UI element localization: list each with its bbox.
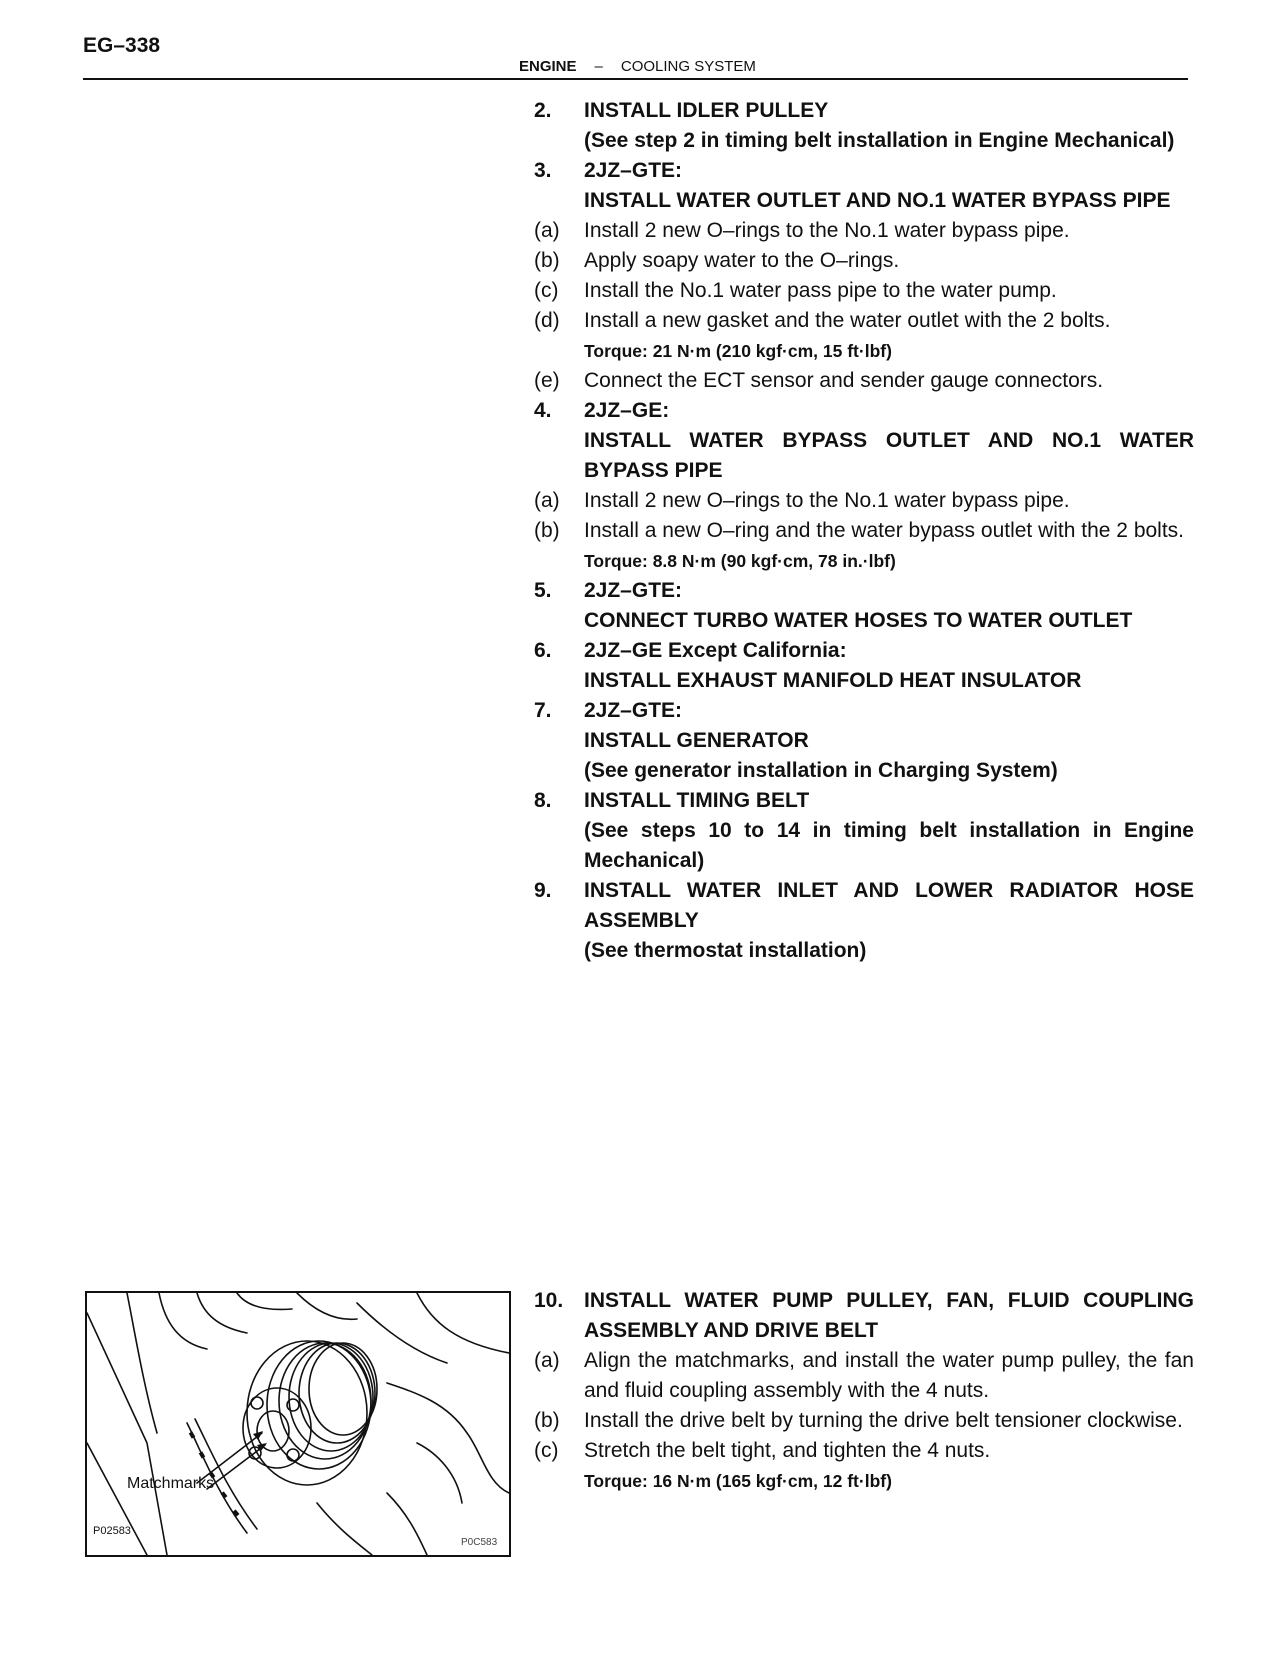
step-title: CONNECT TURBO WATER HOSES TO WATER OUTLET (584, 609, 1133, 632)
step-title: INSTALL TIMING BELT (584, 789, 810, 812)
substep-10a (534, 1346, 1194, 1406)
step-number: 5. (534, 579, 552, 602)
substep-3a (534, 216, 1194, 246)
substep-3e (534, 366, 1194, 396)
step-number: 6. (534, 639, 552, 662)
step-8 (534, 786, 1194, 876)
step-condition: 2JZ–GTE: (584, 579, 683, 602)
step-title: INSTALL IDLER PULLEY (584, 99, 829, 122)
substep-letter: (b) (534, 249, 560, 272)
substep-4a (534, 486, 1194, 516)
step-title: INSTALL WATER BYPASS OUTLET AND NO.1 WATER BYPASS PIPE (584, 429, 1194, 482)
step-condition: 2JZ–GE: (584, 399, 670, 422)
figure-code-secondary: P0C583 (461, 1537, 498, 1548)
procedure-steps-top (534, 96, 1194, 966)
step-number: 3. (534, 159, 552, 182)
step-4 (534, 396, 1194, 486)
substep-text: Install 2 new O–rings to the No.1 water bypass pipe. (584, 489, 1070, 512)
torque-spec: Torque: 21 N·m (210 kgf·cm, 15 ft·lbf) (584, 341, 892, 361)
water-pump-pulley-illustration (85, 1291, 511, 1557)
substep-10c (534, 1436, 1194, 1466)
substep-text: Install the drive belt by turning the drive belt tensioner clockwise. (584, 1409, 1183, 1432)
step-3 (534, 156, 1194, 216)
substep-text: Install 2 new O–rings to the No.1 water bypass pipe. (584, 219, 1070, 242)
substep-text: Install the No.1 water pass pipe to the water pump. (584, 279, 1057, 302)
step-reference: (See steps 10 to 14 in timing belt installation in Engine Mechanical) (584, 819, 1194, 872)
step-condition: 2JZ–GTE: (584, 699, 683, 722)
step-condition: 2JZ–GE Except California: (584, 639, 847, 662)
procedure-step-10 (534, 1286, 1194, 1496)
step-number: 7. (534, 699, 552, 722)
substep-letter: (a) (534, 219, 560, 242)
step-7 (534, 696, 1194, 786)
step-title: INSTALL WATER INLET AND LOWER RADIATOR HOSE ASSEMBLY (584, 879, 1194, 932)
substep-text: Install a new gasket and the water outlet with the 2 bolts. (584, 309, 1111, 332)
substep-4b (534, 516, 1194, 546)
step-number: 10. (534, 1289, 564, 1312)
substep-letter: (c) (534, 279, 559, 302)
substep-3b (534, 246, 1194, 276)
substep-3d (534, 306, 1194, 336)
substep-letter: (a) (534, 1349, 560, 1372)
substep-10b (534, 1406, 1194, 1436)
step-6 (534, 636, 1194, 696)
step-reference: (See step 2 in timing belt installation in Engine Mechanical) (584, 129, 1175, 152)
step-condition: 2JZ–GTE: (584, 159, 683, 182)
substep-text: Connect the ECT sensor and sender gauge connectors. (584, 369, 1104, 392)
header-rule (83, 78, 1188, 80)
substep-text: Install a new O–ring and the water bypass outlet with the 2 bolts. (584, 519, 1185, 542)
header-separator: – (594, 58, 603, 75)
step-title: INSTALL WATER OUTLET AND NO.1 WATER BYPASS PIPE (584, 189, 1171, 212)
substep-letter: (b) (534, 1409, 560, 1432)
matchmarks-label: Matchmarks (127, 1475, 215, 1492)
substep-letter: (c) (534, 1439, 559, 1462)
substep-text: Align the matchmarks, and install the water pump pulley, the fan and fluid coupling assembly with the 4 nuts. (584, 1349, 1194, 1402)
step-number: 4. (534, 399, 552, 422)
step-number: 8. (534, 789, 552, 812)
step-title: INSTALL GENERATOR (584, 729, 809, 752)
step-number: 2. (534, 99, 552, 122)
substep-3c (534, 276, 1194, 306)
torque-spec: Torque: 16 N·m (165 kgf·cm, 12 ft·lbf) (584, 1471, 892, 1491)
step-title: INSTALL EXHAUST MANIFOLD HEAT INSULATOR (584, 669, 1082, 692)
substep-letter: (b) (534, 519, 560, 542)
step-number: 9. (534, 879, 552, 902)
step-reference: (See thermostat installation) (584, 939, 867, 962)
step-2 (534, 96, 1194, 156)
substep-letter: (e) (534, 369, 560, 392)
substep-letter: (a) (534, 489, 560, 512)
step-10 (534, 1286, 1194, 1346)
header-section: ENGINE (519, 58, 577, 75)
header-subsection: COOLING SYSTEM (620, 58, 756, 75)
torque-spec: Torque: 8.8 N·m (90 kgf·cm, 78 in.·lbf) (584, 551, 896, 571)
step-reference: (See generator installation in Charging System) (584, 759, 1058, 782)
step-5 (534, 576, 1194, 636)
running-header (519, 58, 756, 75)
figure-code: P02583 (93, 1525, 131, 1537)
step-9 (534, 876, 1194, 966)
page-number: EG–338 (83, 34, 161, 57)
substep-letter: (d) (534, 309, 560, 332)
substep-text: Apply soapy water to the O–rings. (584, 249, 900, 272)
substep-text: Stretch the belt tight, and tighten the 4 nuts. (584, 1439, 991, 1462)
pulley-drawing (87, 1293, 509, 1555)
step-title: INSTALL WATER PUMP PULLEY, FAN, FLUID COUPLING ASSEMBLY AND DRIVE BELT (584, 1289, 1194, 1342)
